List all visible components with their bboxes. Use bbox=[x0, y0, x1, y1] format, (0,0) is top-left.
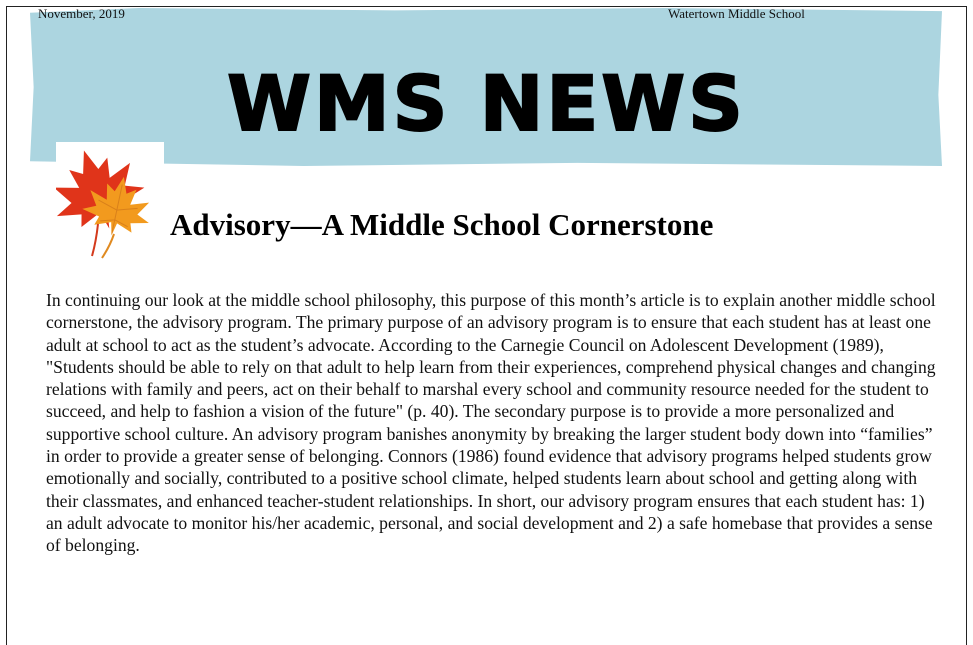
article-body: In continuing our look at the middle school philosophy, this purpose of this month’s article is to explain another middle school cornerstone, the advisory program. The primary purpose of an advisory program is to ensure that each student has at least one adult at school to act as the student’s advocate. According to the Carnegie Council on Adolescent Development (1989), "Students should be able to rely on that adult to help learn from their experiences, comprehend physical changes and changing relations with family and peers, act on their behalf to marshal every school and community resource needed for the student to succeed, and help to fashion a vision of the future" (p. 40). The secondary purpose is to provide a more personalized and supportive school culture. An advisory program banishes anonymity by breaking the larger student body down into “families” in order to provide a greater sense of belonging. Connors (1986) found evidence that advisory programs helped students grow emotionally and socially, contributed to a positive school climate, helped students learn about school and getting along with their classmates, and enhanced teacher-student relationships. In short, our advisory program ensures that each student has: 1) an adult advocate to monitor his/her academic, personal, and social development and 2) a safe homebase that provides a sense of belonging. bbox=[46, 290, 936, 556]
article-title: Advisory—A Middle School Cornerstone bbox=[170, 207, 714, 242]
maple-leaf-icon bbox=[56, 142, 164, 260]
issue-date: November, 2019 bbox=[38, 6, 125, 21]
masthead-title: WMS NEWS bbox=[227, 59, 746, 148]
school-name: Watertown Middle School bbox=[668, 6, 805, 21]
